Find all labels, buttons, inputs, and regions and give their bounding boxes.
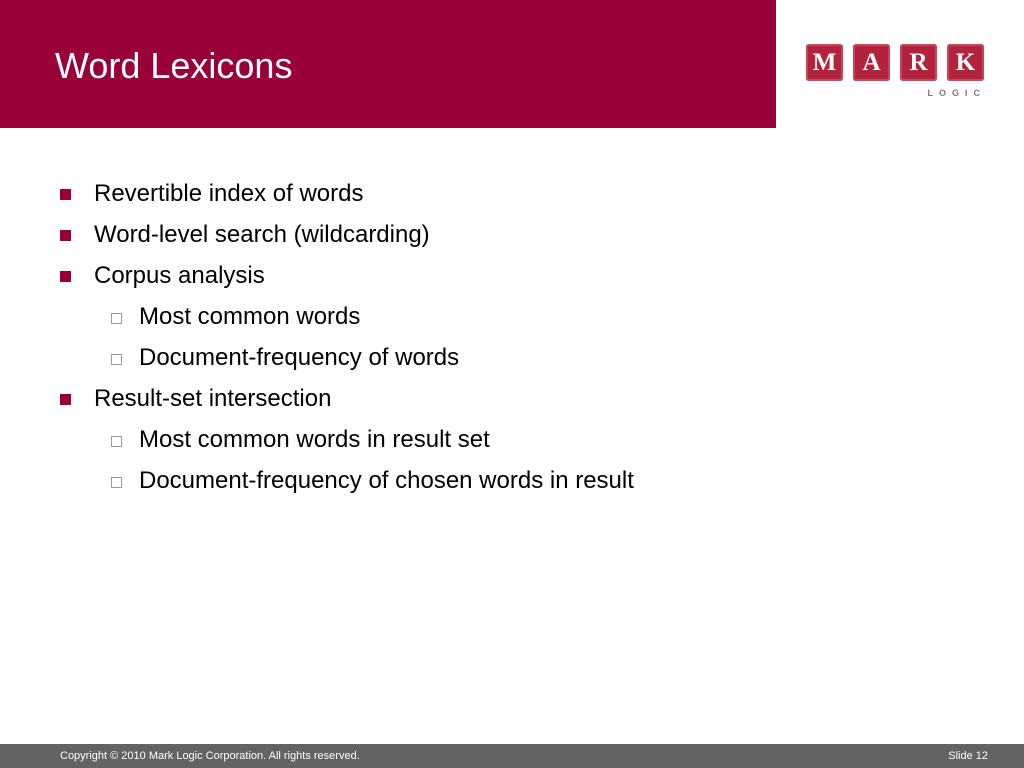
hollow-square-bullet-icon — [111, 477, 122, 488]
logo-letter-r: R — [900, 44, 937, 81]
bullet-text: Revertible index of words — [94, 180, 364, 207]
slide-number: Slide 12 — [948, 750, 988, 762]
title-bar — [0, 0, 776, 128]
bullet-text: Corpus analysis — [94, 262, 265, 289]
sub-bullet-text: Document-frequency of chosen words in result — [139, 467, 634, 494]
sub-bullet-text: Most common words in result set — [139, 426, 490, 453]
slide-title: Word Lexicons — [55, 45, 293, 86]
hollow-square-bullet-icon — [111, 436, 122, 447]
square-bullet-icon — [60, 189, 71, 200]
marklogic-logo — [806, 44, 986, 100]
bullet-item — [0, 381, 1000, 422]
footer-bar — [0, 744, 1024, 768]
sub-bullet-item — [0, 299, 1000, 340]
logo-subtext: LOGIC — [927, 88, 986, 98]
square-bullet-icon — [60, 230, 71, 241]
copyright-text: Copyright © 2010 Mark Logic Corporation. All rights reserved. — [60, 750, 360, 762]
bullet-item — [0, 217, 1000, 258]
sub-bullet-item — [0, 463, 1000, 504]
square-bullet-icon — [60, 271, 71, 282]
bullet-item — [0, 176, 1000, 217]
sub-bullet-item — [0, 340, 1000, 381]
logo-letter-m: M — [806, 44, 843, 81]
logo-letter-k: K — [947, 44, 984, 81]
bullet-item — [0, 258, 1000, 299]
bullet-text: Result-set intersection — [94, 385, 332, 412]
sub-bullet-item — [0, 422, 1000, 463]
sub-bullet-text: Document-frequency of words — [139, 344, 460, 371]
bullet-text: Word-level search (wildcarding) — [94, 221, 430, 248]
sub-bullet-text: Most common words — [139, 303, 361, 330]
hollow-square-bullet-icon — [111, 354, 122, 365]
hollow-square-bullet-icon — [111, 313, 122, 324]
square-bullet-icon — [60, 394, 71, 405]
logo-letter-a: A — [853, 44, 890, 81]
